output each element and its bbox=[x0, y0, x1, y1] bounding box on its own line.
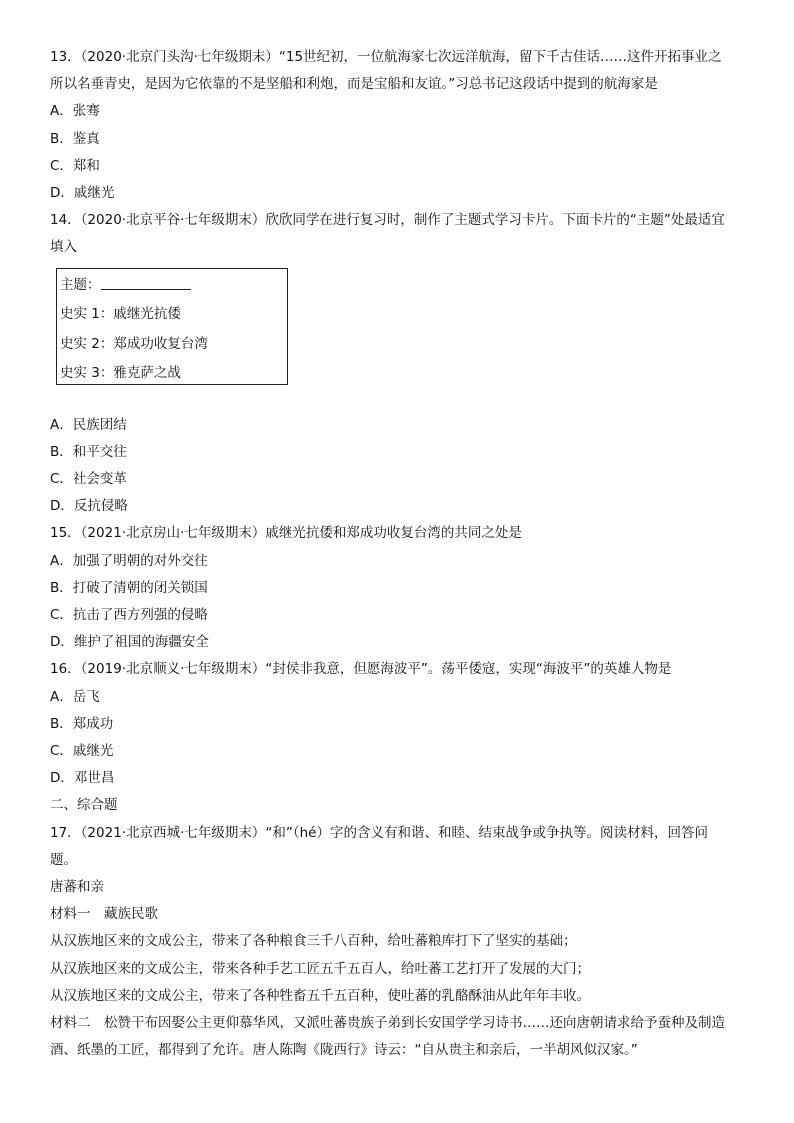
question-stem: 15．（2021·北京房山·七年级期末）戚继光抗倭和郑成功收复台湾的共同之处是 bbox=[50, 525, 522, 542]
question-13 bbox=[50, 44, 750, 207]
card-topic-label: 主题： bbox=[60, 276, 101, 293]
material-2-line: 材料二 松赞干布因娶公主更仰慕华风，又派吐蕃贵族子弟到长安国学学习诗书……还向唐朝请求给予蚕种及制造 bbox=[50, 1015, 725, 1032]
option-c: C．抗击了西方列强的侵略 bbox=[50, 607, 208, 624]
option-a: A．加强了明朝的对外交往 bbox=[50, 552, 208, 569]
material-1-line: 从汉族地区来的文成公主，带来各种手艺工匠五千五百人，给吐蕃工艺打开了发展的大门； bbox=[50, 960, 590, 977]
option-b: B．和平交往 bbox=[50, 443, 127, 460]
question-stem: 所以名垂青史，是因为它依靠的不是坚船和利炮，而是宝船和友谊。”习总书记这段话中提到的航海家是 bbox=[50, 76, 658, 93]
material-1-line: 从汉族地区来的文成公主，带来了各种牲畜五千五百种，使吐蕃的乳酪酥油从此年年丰收。 bbox=[50, 987, 590, 1004]
card-fact-1: 史实 1：戚继光抗倭 bbox=[60, 306, 181, 323]
option-a: A．张骞 bbox=[50, 103, 100, 120]
question-stem: 填入 bbox=[50, 239, 77, 256]
material-1-title: 材料一 藏族民歌 bbox=[50, 906, 158, 923]
question-16 bbox=[50, 656, 750, 792]
topic-blank bbox=[101, 275, 191, 290]
spacer bbox=[50, 385, 750, 412]
option-c: C．郑和 bbox=[50, 157, 100, 174]
card-fact-2: 史实 2：郑成功收复台湾 bbox=[60, 335, 208, 352]
question-17 bbox=[50, 820, 750, 1065]
study-card bbox=[56, 268, 288, 385]
card-topic-row bbox=[60, 271, 287, 301]
option-c: C．戚继光 bbox=[50, 743, 114, 760]
exam-page bbox=[50, 44, 750, 1065]
option-a: A．岳飞 bbox=[50, 688, 100, 705]
option-a: A．民族团结 bbox=[50, 416, 127, 433]
option-d: D．邓世昌 bbox=[50, 770, 115, 787]
subheading: 唐蕃和亲 bbox=[50, 879, 104, 896]
option-b: B．鉴真 bbox=[50, 130, 100, 147]
question-stem: 14．（2020·北京平谷·七年级期末）欣欣同学在进行复习时，制作了主题式学习卡片。下面卡片的“主题”处最适宜 bbox=[50, 212, 725, 229]
question-stem: 题。 bbox=[50, 851, 77, 868]
option-b: B．打破了清朝的闭关锁国 bbox=[50, 579, 208, 596]
material-1-line: 从汉族地区来的文成公主，带来了各种粮食三千八百种，给吐蕃粮库打下了坚实的基础； bbox=[50, 933, 577, 950]
question-stem: 17．（2021·北京西城·七年级期末）“和”（hé）字的含义有和谐、和睦、结束战争或争执等。阅读材料，回答问 bbox=[50, 824, 708, 841]
question-stem: 16．（2019·北京顺义·七年级期末）“封侯非我意，但愿海波平”。荡平倭寇，实现“海波平”的英雄人物是 bbox=[50, 661, 672, 678]
question-stem: 13．（2020·北京门头沟·七年级期末）“15世纪初，一位航海家七次远洋航海，留下千古佳话……这件开拓事业之 bbox=[50, 49, 722, 65]
card-fact-3: 史实 3：雅克萨之战 bbox=[60, 365, 181, 382]
option-d: D．反抗侵略 bbox=[50, 498, 128, 515]
material-2-line: 酒、纸墨的工匠，都得到了允许。唐人陈陶《陇西行》诗云：“自从贵主和亲后，一半胡风似汉家。” bbox=[50, 1042, 638, 1059]
option-d: D．维护了祖国的海疆安全 bbox=[50, 634, 209, 651]
option-b: B．郑成功 bbox=[50, 715, 114, 732]
option-d: D．戚继光 bbox=[50, 185, 115, 202]
question-14 bbox=[50, 207, 750, 520]
section-heading: 二、综合题 bbox=[50, 797, 118, 814]
question-15 bbox=[50, 520, 750, 656]
option-c: C．社会变革 bbox=[50, 471, 127, 488]
